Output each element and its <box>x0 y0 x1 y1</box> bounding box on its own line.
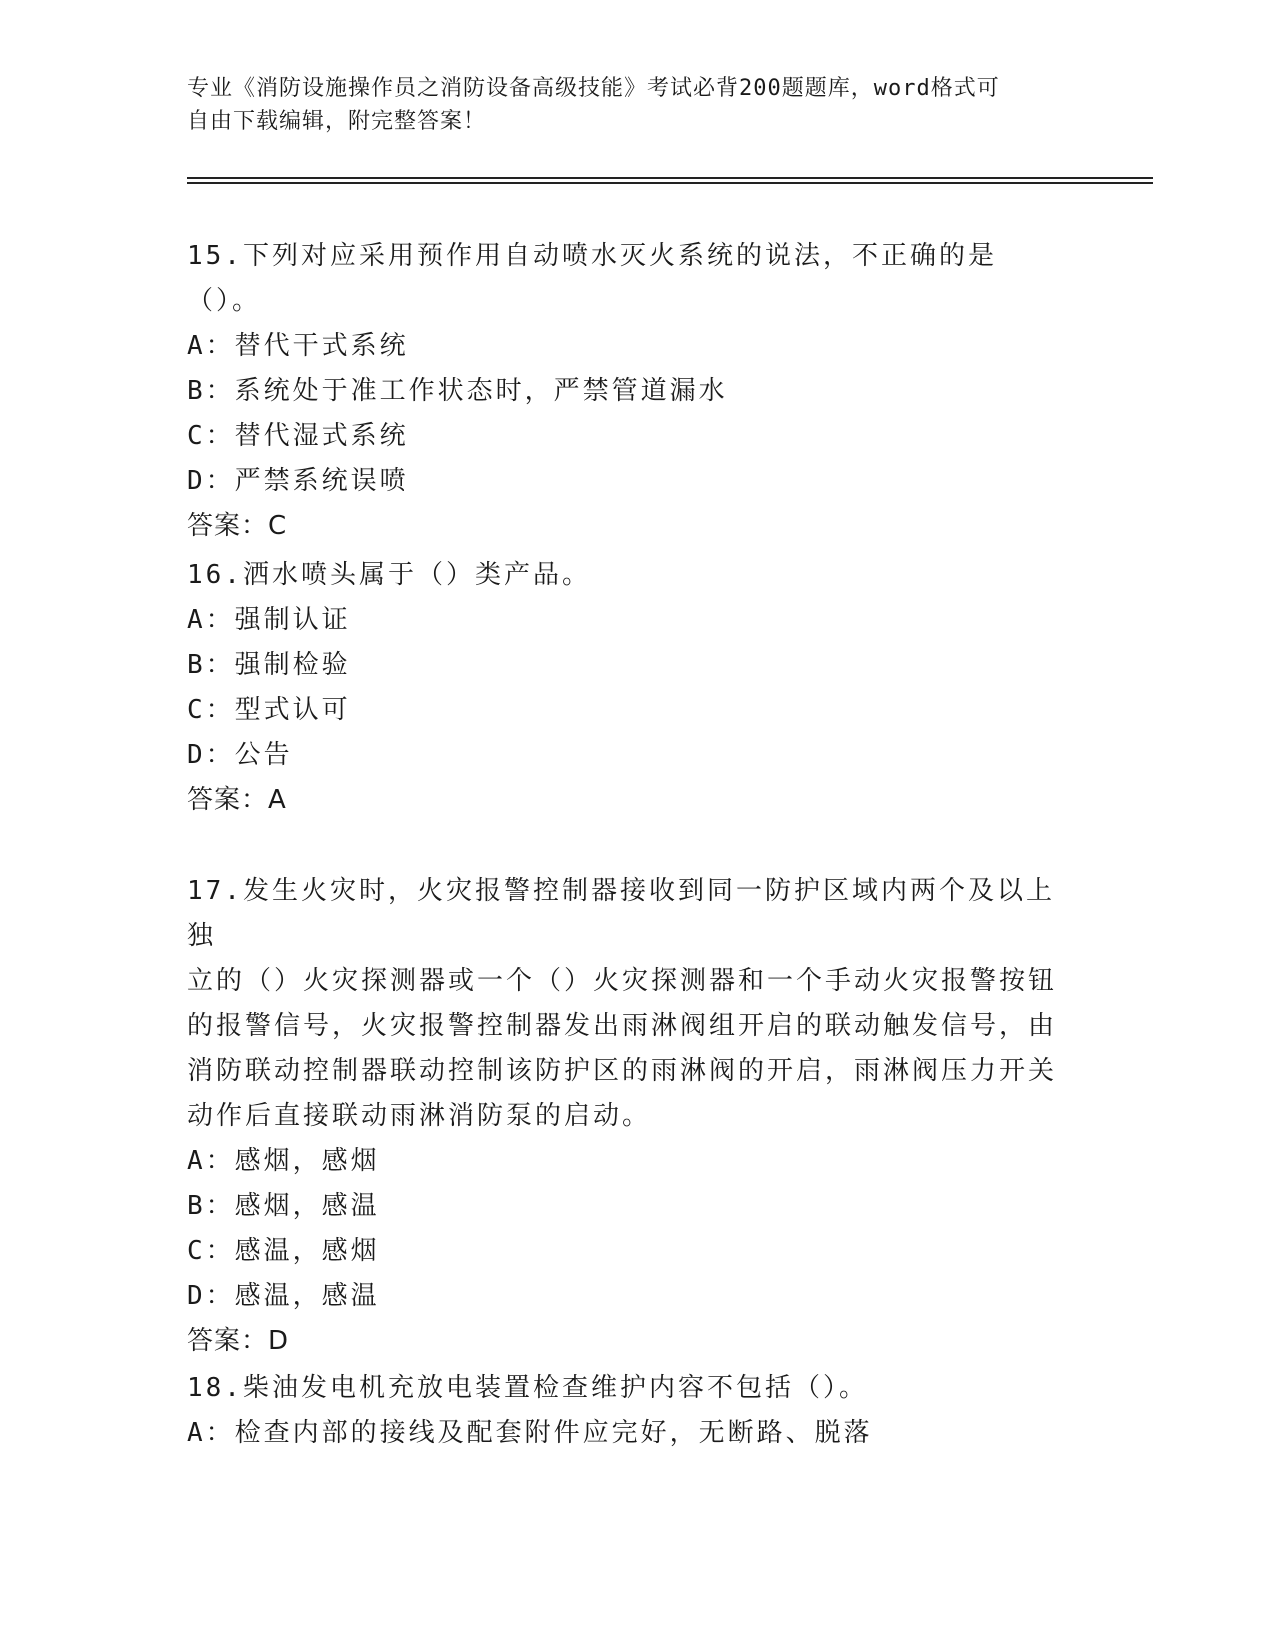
question-stem: 18.柴油发电机充放电装置检查维护内容不包括（）。 <box>187 1373 868 1403</box>
option-b: B：感烟，感温 <box>187 1191 380 1221</box>
option-a: A：强制认证 <box>187 605 351 635</box>
option-b: B：强制检验 <box>187 650 351 680</box>
document-header <box>187 72 1067 138</box>
header-line: 专业《消防设施操作员之消防设备高级技能》考试必背200题题库，word格式可 <box>187 76 1000 101</box>
answer: 答案：C <box>187 511 288 541</box>
question-stem-line: 动作后直接联动雨淋消防泵的启动。 <box>187 1101 652 1131</box>
option-d: D：公告 <box>187 740 293 770</box>
question-15 <box>187 234 1067 549</box>
option-a: A：替代干式系统 <box>187 331 409 361</box>
question-stem: 15.下列对应采用预作用自动喷水灭火系统的说法，不正确的是（）。 <box>187 241 997 316</box>
option-a: A：检查内部的接线及配套附件应完好，无断路、脱落 <box>187 1418 873 1448</box>
question-17 <box>187 869 1067 1364</box>
question-stem-line: 消防联动控制器联动控制该防护区的雨淋阀的开启，雨淋阀压力开关 <box>187 1056 1058 1086</box>
question-stem-line: 的报警信号，火灾报警控制器发出雨淋阀组开启的联动触发信号，由 <box>187 1011 1058 1041</box>
option-d: D：严禁系统误喷 <box>187 466 409 496</box>
question-stem: 16.洒水喷头属于（）类产品。 <box>187 560 591 590</box>
question-stem-line: 17.发生火灾时，火灾报警控制器接收到同一防护区域内两个及以上独 <box>187 876 1055 951</box>
question-18 <box>187 1366 1067 1456</box>
question-16 <box>187 553 1067 823</box>
header-divider <box>187 182 1153 184</box>
header-line: 自由下载编辑，附完整答案！ <box>187 109 487 134</box>
question-stem-line: 立的（）火灾探测器或一个（）火灾探测器和一个手动火灾报警按钮 <box>187 966 1058 996</box>
answer: 答案：D <box>187 1326 290 1356</box>
option-c: C：替代湿式系统 <box>187 421 409 451</box>
answer: 答案：A <box>187 785 287 815</box>
option-d: D：感温，感温 <box>187 1281 380 1311</box>
option-c: C：感温，感烟 <box>187 1236 380 1266</box>
option-c: C：型式认可 <box>187 695 351 725</box>
option-b: B：系统处于准工作状态时，严禁管道漏水 <box>187 376 728 406</box>
option-a: A：感烟，感烟 <box>187 1146 380 1176</box>
header-divider <box>187 177 1153 179</box>
